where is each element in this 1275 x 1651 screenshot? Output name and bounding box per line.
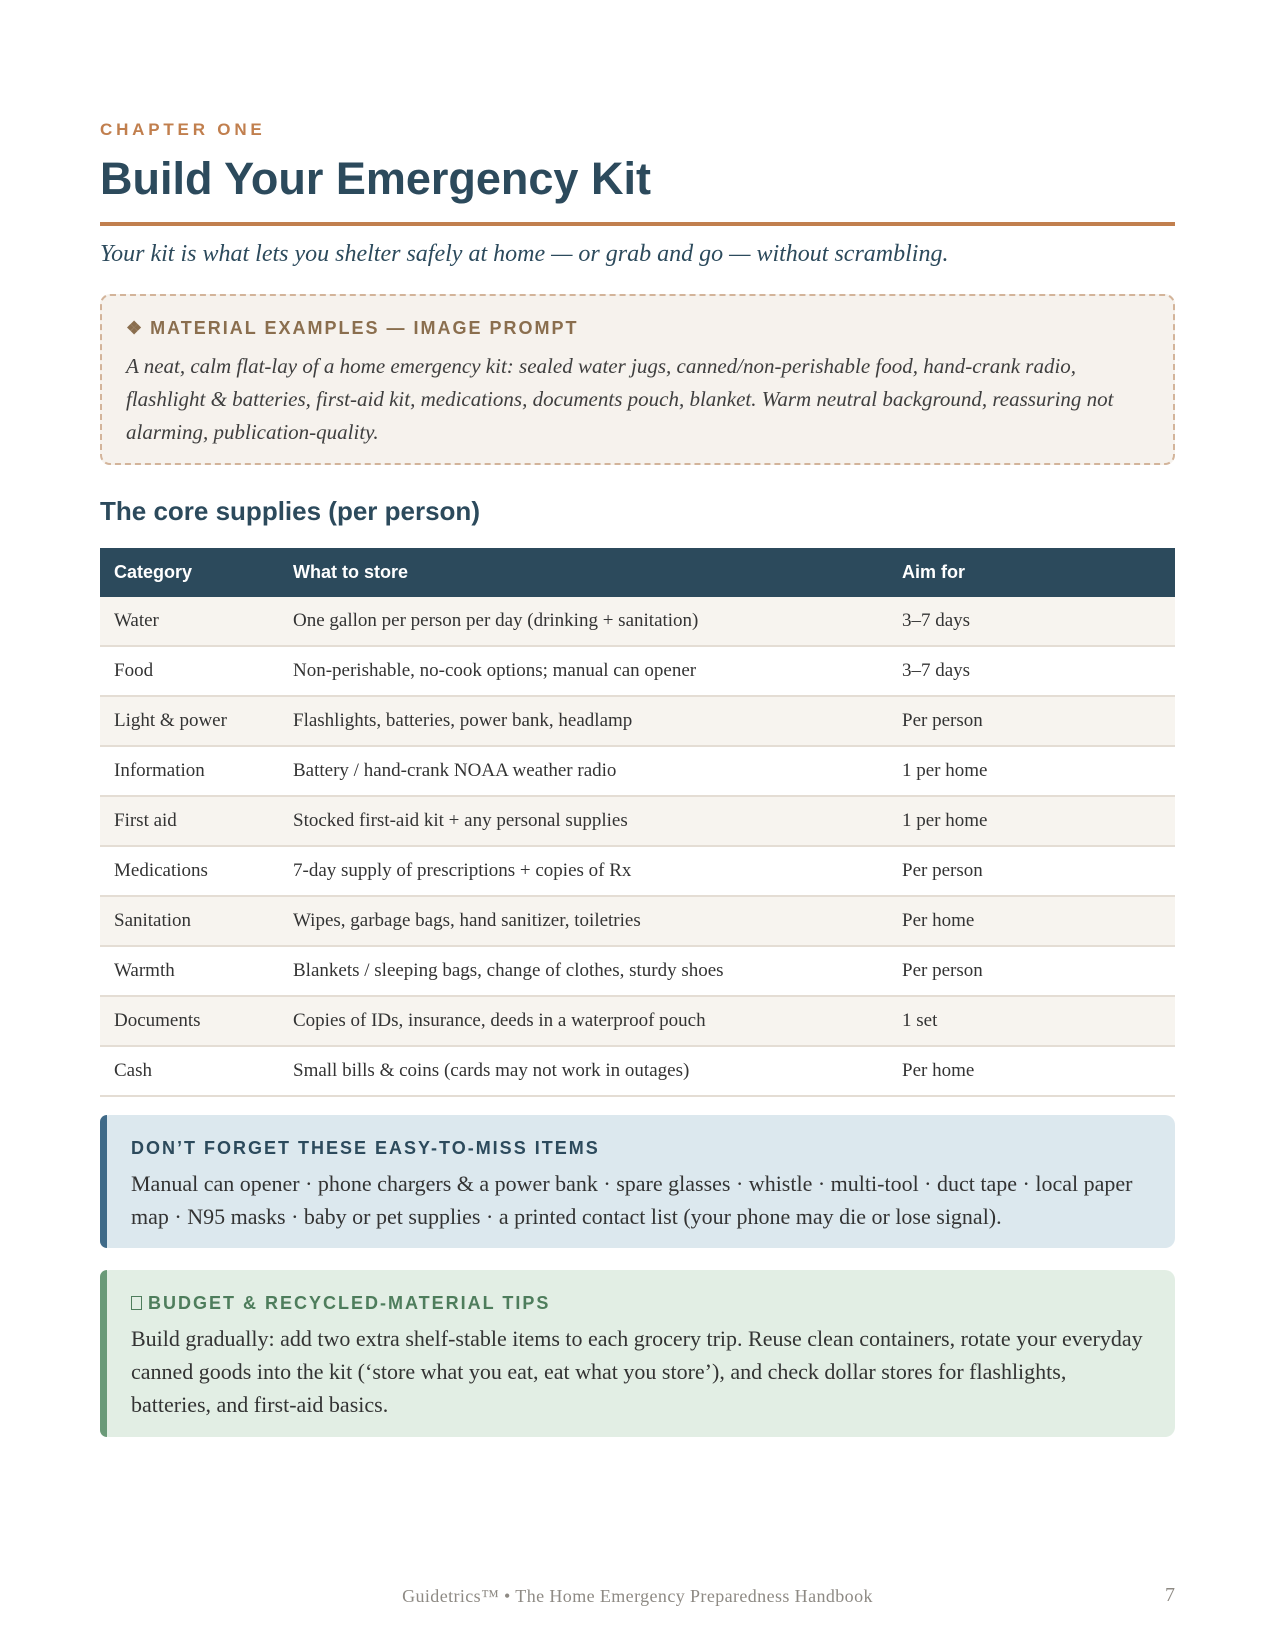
chapter-subtitle: Your kit is what lets you shelter safely at home — or grab and go — without scrambling.	[100, 241, 949, 267]
cell-category: Light & power	[100, 696, 279, 746]
table-row	[100, 696, 1175, 746]
cell-aim: 3–7 days	[888, 597, 1175, 646]
cell-what: One gallon per person per day (drinking + sanitation)	[279, 597, 888, 646]
diamond-ornament-icon: ❖	[126, 318, 143, 338]
cell-what: 7-day supply of prescriptions + copies of Rx	[279, 846, 888, 896]
cell-category: Warmth	[100, 946, 279, 996]
cell-category: Information	[100, 746, 279, 796]
cell-what: Non-perishable, no-cook options; manual can opener	[279, 646, 888, 696]
cell-aim: Per home	[888, 896, 1175, 946]
cell-category: Water	[100, 597, 279, 646]
cell-what: Small bills & coins (cards may not work in outages)	[279, 1046, 888, 1096]
cell-aim: Per person	[888, 696, 1175, 746]
cell-category: First aid	[100, 796, 279, 846]
image-prompt-heading-text: MATERIAL EXAMPLES — IMAGE PROMPT	[150, 318, 579, 338]
cell-what: Copies of IDs, insurance, deeds in a waterproof pouch	[279, 996, 888, 1046]
cell-aim: 1 per home	[888, 746, 1175, 796]
cell-category: Sanitation	[100, 896, 279, 946]
chapter-eyebrow: CHAPTER ONE	[100, 120, 266, 139]
supplies-heading: The core supplies (per person)	[100, 496, 480, 526]
cell-what: Blankets / sleeping bags, change of clothes, sturdy shoes	[279, 946, 888, 996]
cell-aim: 1 per home	[888, 796, 1175, 846]
cell-what: Stocked first-aid kit + any personal supplies	[279, 796, 888, 846]
table-row	[100, 1046, 1175, 1096]
table-row	[100, 746, 1175, 796]
column-header-category: Category	[100, 548, 279, 597]
cell-aim: Per person	[888, 946, 1175, 996]
cell-what: Flashlights, batteries, power bank, headlamp	[279, 696, 888, 746]
image-prompt-text: A neat, calm flat-lay of a home emergency kit: sealed water jugs, canned/non-perishable food, hand-crank radio, flashlight & batteries, first-aid kit, medications, documents pouch, blanket. Warm neutral background, reassuring not alarming, publication-quality.	[126, 354, 1114, 444]
reminder-callout-text: Manual can opener · phone chargers & a power bank · spare glasses · whistle · multi-tool · duct tape · local paper map · N95 masks · baby or pet supplies · a printed contact list (your phone may die or lose signal).	[131, 1171, 1133, 1229]
title-divider	[100, 222, 1175, 226]
table-header-row	[100, 548, 1175, 597]
column-header-what: What to store	[279, 548, 888, 597]
page-title: Build Your Emergency Kit	[100, 153, 651, 204]
cell-aim: Per home	[888, 1046, 1175, 1096]
image-prompt-box	[100, 294, 1175, 465]
cell-category: Documents	[100, 996, 279, 1046]
column-header-aim: Aim for	[888, 548, 1175, 597]
budget-callout-heading-text: BUDGET & RECYCLED-MATERIAL TIPS	[148, 1293, 551, 1313]
table-row	[100, 946, 1175, 996]
cell-what: Battery / hand-crank NOAA weather radio	[279, 746, 888, 796]
reminder-callout-heading: DON’T FORGET THESE EASY-TO-MISS ITEMS	[131, 1138, 600, 1158]
image-prompt-heading	[126, 315, 1149, 341]
budget-callout-text: Build gradually: add two extra shelf-stable items to each grocery trip. Reuse clean containers, rotate your everyday canned goods into the kit (‘store what you eat, eat what you store’), and check dollar stores for flashlights, batteries, and first-aid basics.	[131, 1326, 1143, 1417]
reminder-callout	[100, 1115, 1175, 1248]
cell-aim: 3–7 days	[888, 646, 1175, 696]
table-row	[100, 996, 1175, 1046]
cell-aim: 1 set	[888, 996, 1175, 1046]
table-row	[100, 796, 1175, 846]
budget-callout	[100, 1270, 1175, 1437]
table-row	[100, 896, 1175, 946]
table-row	[100, 646, 1175, 696]
cell-category: Food	[100, 646, 279, 696]
page-number: 7	[1165, 1584, 1175, 1606]
table-row	[100, 846, 1175, 896]
footer-text: Guidetrics™ • The Home Emergency Preparedness Handbook	[402, 1586, 873, 1606]
cell-aim: Per person	[888, 846, 1175, 896]
supplies-table	[100, 548, 1175, 1097]
cell-category: Cash	[100, 1046, 279, 1096]
cell-category: Medications	[100, 846, 279, 896]
missing-glyph-icon	[131, 1296, 142, 1310]
budget-callout-heading	[131, 1290, 1151, 1316]
table-row	[100, 597, 1175, 646]
cell-what: Wipes, garbage bags, hand sanitizer, toiletries	[279, 896, 888, 946]
